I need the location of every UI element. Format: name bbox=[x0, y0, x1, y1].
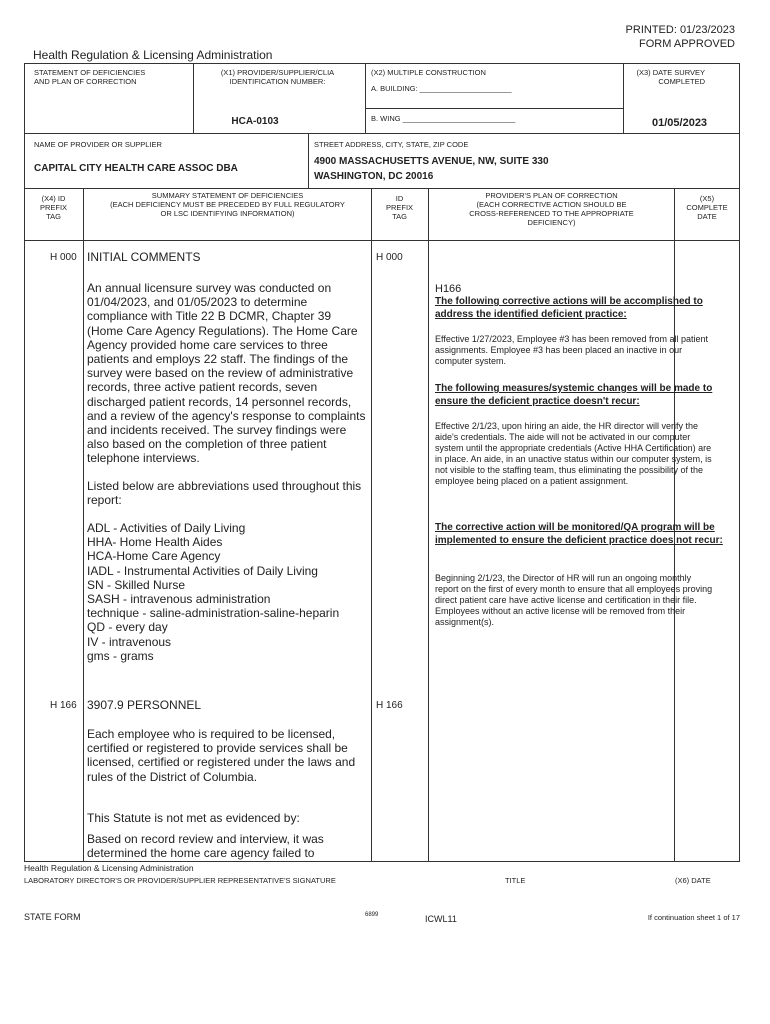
signature-label: LABORATORY DIRECTOR'S OR PROVIDER/SUPPLIER REPRESENTATIVE'S SIGNATURE bbox=[24, 876, 336, 885]
col-x4-header: (X4) ID PREFIX TAG bbox=[39, 194, 68, 221]
col-divider bbox=[428, 188, 429, 861]
plan-paragraph-2: Effective 2/1/23, upon hiring an aide, the HR director will verify the aide's credentials. The aide will not be activated in our computer system until the appropriate credentials (Active HHA Certification) are in place. An aide, in an unactive status within our computer system, is not visible to the staffing team, thus eliminating the possibility of the employee being placed on a patient assignment. bbox=[435, 421, 712, 486]
col-divider bbox=[623, 63, 624, 133]
plan-heading-1: The following corrective actions will be accomplished to address the identified deficient practice: bbox=[435, 296, 703, 320]
agency-name: Health Regulation & Licensing Administration bbox=[33, 48, 273, 62]
provider-name-label: NAME OF PROVIDER OR SUPPLIER bbox=[34, 140, 162, 149]
x3-label: (X3) DATE SURVEY COMPLETED bbox=[636, 68, 705, 86]
x2-wing: B. WING ___________________________ bbox=[371, 114, 516, 123]
address-line2: WASHINGTON, DC 20016 bbox=[314, 171, 434, 182]
address-label: STREET ADDRESS, CITY, STATE, ZIP CODE bbox=[314, 140, 469, 149]
form-approved: FORM APPROVED bbox=[639, 38, 735, 50]
id-tag: H 166 bbox=[376, 700, 403, 711]
date-label: (X6) DATE bbox=[675, 876, 711, 885]
footer-agency: Health Regulation & Licensing Administration bbox=[24, 863, 194, 873]
plan-paragraph-3: Beginning 2/1/23, the Director of HR will run an ongoing monthly report on the first of every month to ensure that all employees proving direct patient care have active license and certification in their file. Employees without an active license will be removed from their assignment(s). bbox=[435, 573, 713, 627]
x3-value: 01/05/2023 bbox=[652, 117, 708, 129]
survey-paragraph: An annual licensure survey was conducted on 01/04/2023, and 01/05/2023 to determine compliance with Title 22 B DCMR, Chapter 39 (Home Care Agency Regulations). The Home Care Agency provided home care services to three patients and employs 22 staff. The findings of the survey were based on the review of administrative records, three active patient records, seven discharged patient records, 14 personnel records, and a review of the agency's response to complaints and incidents received. The survey findings were also based on the completion of three patient telephone interviews. bbox=[87, 281, 366, 466]
frame-bottom bbox=[24, 861, 740, 862]
col-divider bbox=[83, 188, 84, 861]
section-heading: 3907.9 PERSONNEL bbox=[87, 698, 202, 712]
statement-label: STATEMENT OF DEFICIENCIES AND PLAN OF CORRECTION bbox=[34, 68, 146, 86]
x1-label: (X1) PROVIDER/SUPPLIER/CLIA IDENTIFICATION NUMBER: bbox=[220, 68, 335, 86]
col-divider bbox=[308, 133, 309, 188]
frame-right bbox=[739, 63, 740, 862]
regulation-paragraph: Each employee who is required to be licensed, certified or registered to provide services shall be licensed, certified or registered under the laws and rules of the District of Columbia. bbox=[87, 727, 356, 784]
findings-paragraph: Based on record review and interview, it was determined the home care agency failed to bbox=[87, 832, 324, 861]
state-form: STATE FORM bbox=[24, 912, 81, 922]
prefix-tag: H 166 bbox=[50, 700, 77, 711]
continuation-sheet: If continuation sheet 1 of 17 bbox=[647, 913, 740, 922]
row-divider bbox=[365, 108, 623, 109]
plan-paragraph-1: Effective 1/27/2023, Employee #3 has been removed from all patient assignments. Employee #3 has been placed an inactive in our computer system. bbox=[435, 334, 709, 366]
plan-heading-3: The corrective action will be monitored/QA program will be implemented to ensure the deficient practice does not recur: bbox=[435, 522, 723, 546]
section-heading: INITIAL COMMENTS bbox=[87, 250, 201, 264]
col-summary-header: SUMMARY STATEMENT OF DEFICIENCIES (EACH DEFICIENCY MUST BE PRECEDED BY FULL REGULATORY OR LSC IDENTIFYING INFORMATION) bbox=[110, 191, 345, 218]
plan-tag: H166 bbox=[435, 283, 462, 295]
frame-top bbox=[24, 63, 740, 64]
plan-heading-2: The following measures/systemic changes will be made to ensure the deficient practice doesn't recur: bbox=[435, 383, 713, 407]
prefix-tag: H 000 bbox=[50, 252, 77, 263]
col-id-header: ID PREFIX TAG bbox=[385, 194, 414, 221]
abbrev-intro: Listed below are abbreviations used throughout this report: bbox=[87, 479, 362, 508]
col-divider bbox=[365, 63, 366, 133]
row-divider bbox=[24, 133, 740, 134]
col-divider bbox=[193, 63, 194, 133]
x1-value: HCA-0103 bbox=[231, 116, 279, 127]
event-id: ICWL11 bbox=[425, 914, 457, 924]
provider-name: CAPITAL CITY HEALTH CARE ASSOC DBA bbox=[34, 163, 238, 174]
x2-label: (X2) MULTIPLE CONSTRUCTION bbox=[371, 68, 486, 77]
col-divider bbox=[371, 188, 372, 861]
col-plan-header: PROVIDER'S PLAN OF CORRECTION (EACH CORRECTIVE ACTION SHOULD BE CROSS-REFERENCED TO THE APPROPRIATE DEFICIENCY) bbox=[469, 191, 634, 227]
id-tag: H 000 bbox=[376, 252, 403, 263]
x2-building: A. BUILDING: ______________________ bbox=[371, 84, 512, 93]
row-divider bbox=[24, 240, 740, 241]
form-code: 6899 bbox=[365, 912, 379, 918]
address-line1: 4900 MASSACHUSETTS AVENUE, NW, SUITE 330 bbox=[314, 156, 549, 167]
printed-date: PRINTED: 01/23/2023 bbox=[625, 24, 735, 36]
title-label: TITLE bbox=[505, 876, 526, 885]
abbreviations-list: ADL - Activities of Daily Living HHA- Home Health Aides HCA-Home Care Agency IADL - Instrumental Activities of Daily Living SN - Skilled Nurse SASH - intravenous administration technique - saline-administration-saline-heparin QD - every day IV - intravenous gms - grams bbox=[87, 521, 340, 663]
frame-left bbox=[24, 63, 25, 862]
col-x5-header: (X5) COMPLETE DATE bbox=[686, 194, 728, 221]
statute-statement: This Statute is not met as evidenced by: bbox=[87, 811, 300, 825]
row-divider bbox=[24, 188, 740, 189]
